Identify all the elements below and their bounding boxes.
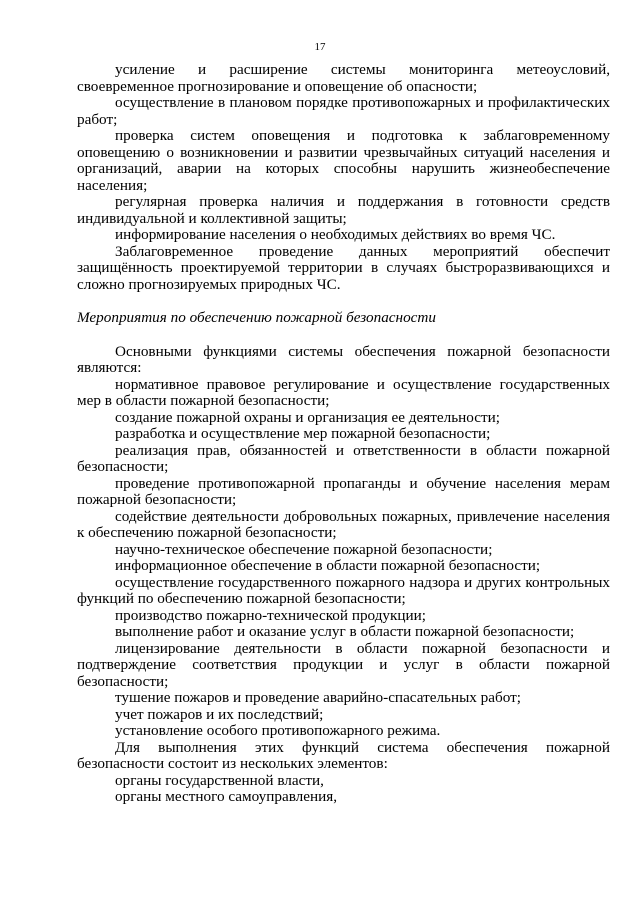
list-item: тушение пожаров и проведение аварийно-спасательных работ; [115,689,521,706]
list-item: создание пожарной охраны и организация ее деятельности; [115,408,500,426]
list-item: нормативное правовое регулирование и осуществление государственных мер в области пожарной безопасности; [77,375,610,409]
paragraph: Для выполнения этих функций система обеспечения пожарной безопасности состоит из нескольких элементов: [77,738,610,772]
list-item: лицензирование деятельности в области пожарной безопасности и подтверждение соответствия продукции и услуг в области пожарной безопасности; [77,639,610,690]
paragraph: Заблаговременное проведение данных мероприятий обеспечит защищённость проектируемой территории в случаях быстроразвивающихся и сложно прогнозируемых природных ЧС. [77,242,610,293]
list-item: установление особого противопожарного режима. [115,722,441,739]
measures-list [77,62,610,293]
list-item: реализация прав, обязанностей и ответственности в области пожарной безопасности; [77,441,610,475]
list-item: учет пожаров и их последствий; [115,705,324,723]
list-item: осуществление государственного пожарного надзора и других контрольных функций по обеспечению пожарной безопасности; [77,573,610,607]
fire-safety-functions [77,344,610,806]
list-item: разработка и осуществление мер пожарной безопасности; [115,425,491,442]
paragraph: Основными функциями системы обеспечения пожарной безопасности являются: [77,342,610,376]
paragraph: проверка систем оповещения и подготовка к заблаговременному оповещению о возникновении и развитии чрезвычайных ситуаций населения и организаций, аварии на которых способны нарушить жизнеобеспечение населения; [77,127,610,194]
list-item: органы государственной власти, [115,771,324,789]
page-number: 17 [314,41,326,53]
section-heading: Мероприятия по обеспечению пожарной безопасности [77,309,436,326]
list-item: производство пожарно-технической продукции; [115,606,427,624]
document-body [77,62,610,806]
paragraph: осуществление в плановом порядке противопожарных и профилактических работ; [77,94,610,128]
list-item: научно-техническое обеспечение пожарной безопасности; [115,540,493,558]
list-item: органы местного самоуправления, [115,788,338,805]
paragraph: усиление и расширение системы мониторинга метеоусловий, своевременное прогнозирование и оповещение об опасности; [77,61,610,95]
paragraph: регулярная проверка наличия и поддержания в готовности средств индивидуальной и коллективной защиты; [77,193,610,227]
list-item: информационное обеспечение в области пожарной безопасности; [115,557,541,574]
list-item: проведение противопожарной пропаганды и обучение населения мерам пожарной безопасности; [77,474,610,508]
list-item: содействие деятельности добровольных пожарных, привлечение населения к обеспечению пожарной безопасности; [77,507,610,541]
list-item: выполнение работ и оказание услуг в области пожарной безопасности; [115,623,575,640]
paragraph: информирование населения о необходимых действиях во время ЧС. [115,226,556,243]
